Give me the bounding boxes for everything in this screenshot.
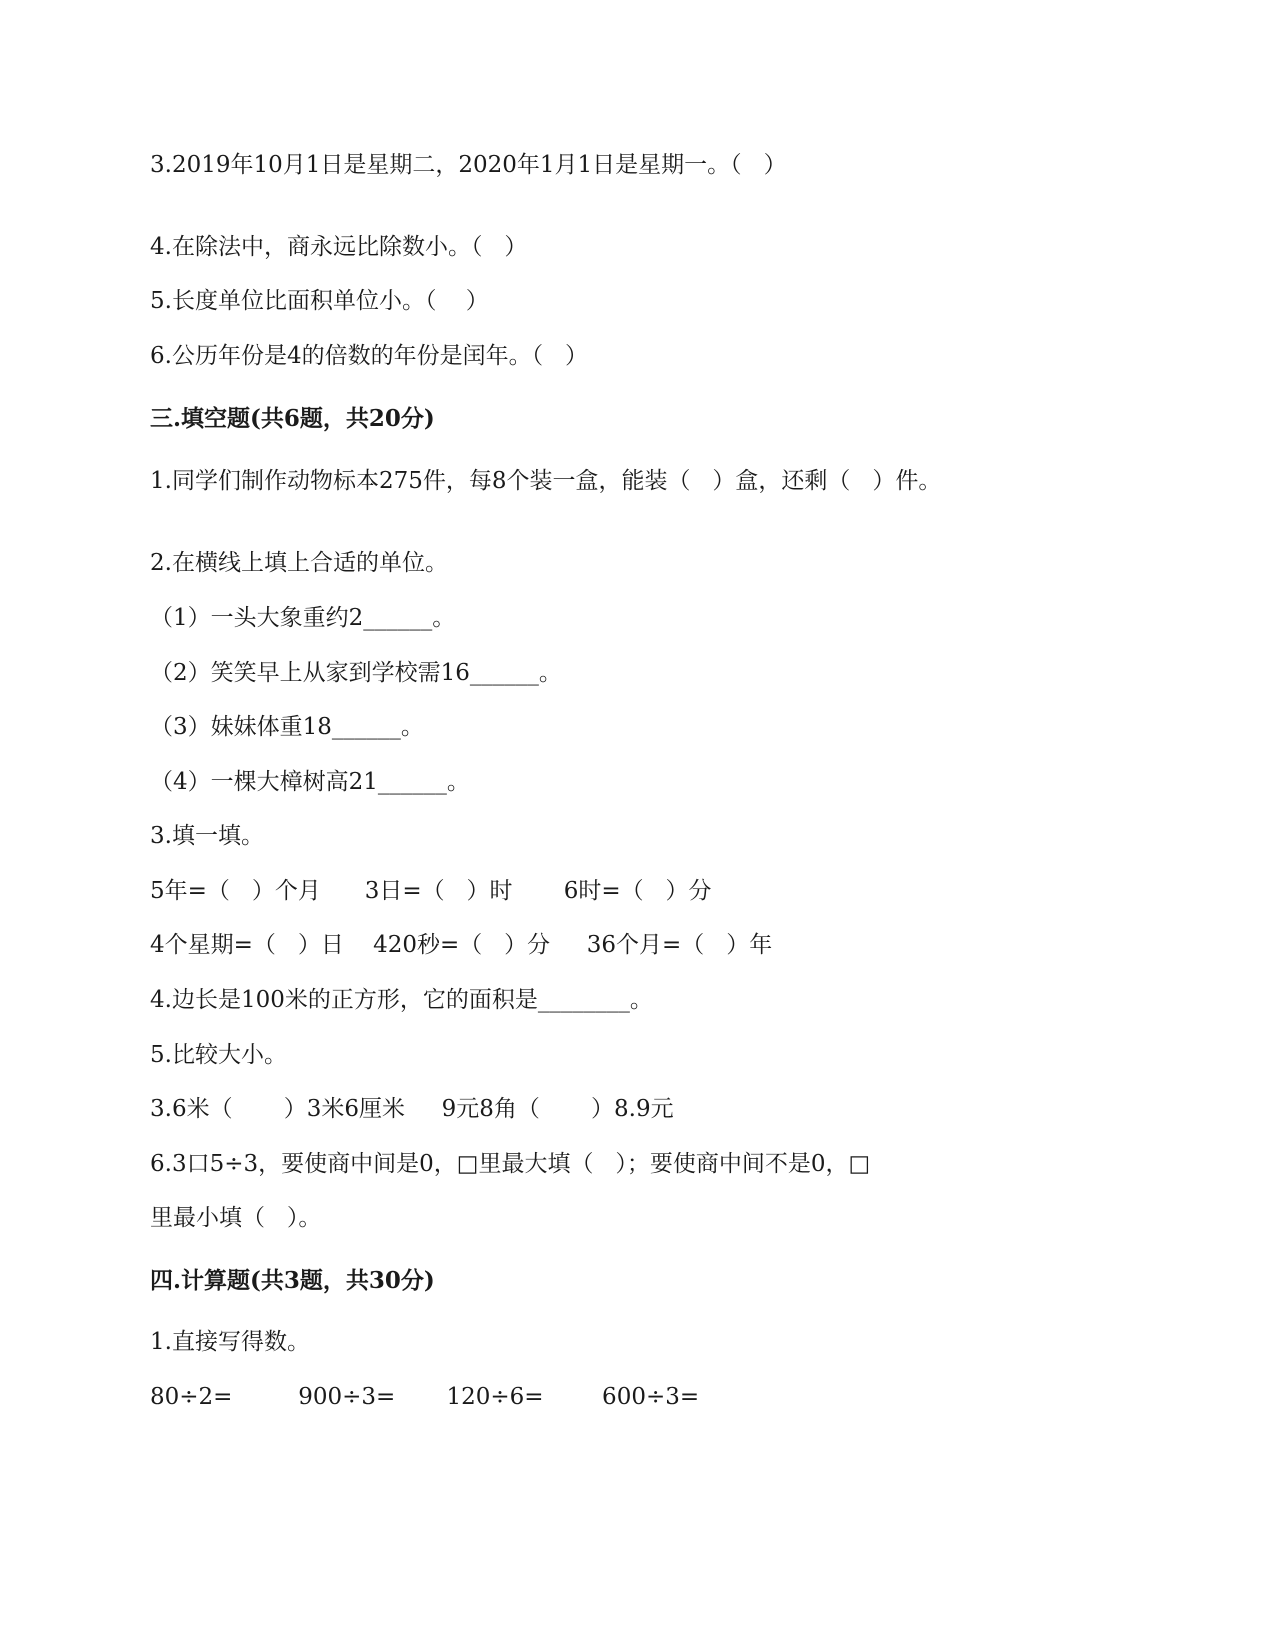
fill-question-4: 4.边长是100米的正方形，它的面积是________。 <box>150 987 653 1013</box>
fill-question-2-part-3: （3）妹妹体重18______。 <box>150 714 424 740</box>
fill-question-3-row-2: 4个星期=（ ）日 420秒=（ ）分 36个月=（ ）年 <box>150 932 773 958</box>
calc-question-1: 1.直接写得数。 <box>150 1329 310 1355</box>
judge-question-4: 4.在除法中，商永远比除数小。（ ） <box>150 234 528 260</box>
fill-question-6: 6.3口5÷3，要使商中间是0，□里最大填（ ）；要使商中间不是0，□ <box>150 1151 871 1177</box>
fill-question-5-row: 3.6米（ ）3米6厘米 9元8角（ ）8.9元 <box>150 1096 674 1122</box>
judge-question-6: 6.公历年份是4的倍数的年份是闰年。（ ） <box>150 343 589 369</box>
fill-question-2-part-2: （2）笑笑早上从家到学校需16______。 <box>150 660 562 686</box>
fill-question-2-part-4: （4）一棵大樟树高21______。 <box>150 769 470 795</box>
calc-question-1-row: 80÷2= 900÷3= 120÷6= 600÷3= <box>150 1384 700 1410</box>
judge-question-5: 5.长度单位比面积单位小。（ ） <box>150 288 489 314</box>
judge-question-3: 3.2019年10月1日是星期二，2020年1月1日是星期一。（ ） <box>150 152 787 178</box>
fill-question-5: 5.比较大小。 <box>150 1042 287 1068</box>
section-heading-fill-blank: 三.填空题(共6题，共20分) <box>150 405 435 432</box>
fill-question-3: 3.填一填。 <box>150 823 264 849</box>
fill-question-1: 1.同学们制作动物标本275件，每8个装一盒，能装（ ）盒，还剩（ ）件。 <box>150 468 942 494</box>
fill-question-6-continued: 里最小填（ ）。 <box>150 1205 322 1231</box>
fill-question-2-part-1: （1）一头大象重约2______。 <box>150 605 456 631</box>
fill-question-3-row-1: 5年=（ ）个月 3日=（ ）时 6时=（ ）分 <box>150 878 712 904</box>
section-heading-calculation: 四.计算题(共3题，共30分) <box>150 1267 435 1294</box>
fill-question-2: 2.在横线上填上合适的单位。 <box>150 550 448 576</box>
